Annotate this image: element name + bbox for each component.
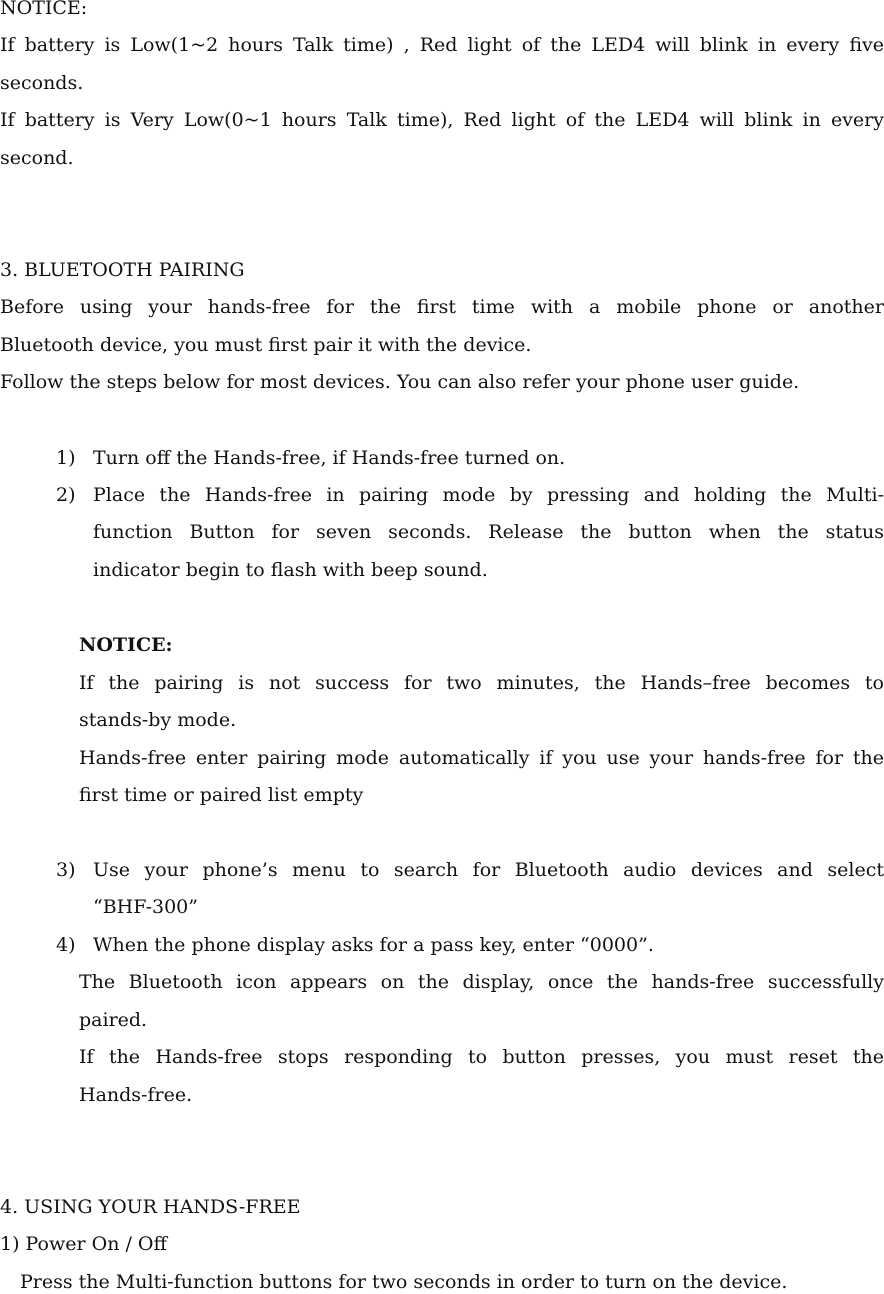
list-item-text: Use your phone’s menu to search for Bluetooth audio devices and select: [93, 859, 884, 881]
notice-text-line: If battery is Low(1~2 hours Talk time) , Red light of the LED4 will blink in every five: [0, 34, 884, 56]
list-item-text: “BHF-300”: [93, 896, 198, 918]
notice-text-line: first time or paired list empty: [79, 784, 364, 806]
list-number: 1): [56, 447, 76, 469]
list-item-text: The Bluetooth icon appears on the display, once the hands-free successfully: [79, 971, 884, 993]
paragraph-line: Follow the steps below for most devices. You can also refer your phone user guide.: [0, 371, 800, 393]
section-heading: 4. USING YOUR HANDS-FREE: [0, 1196, 301, 1218]
list-item-text: function Button for seven seconds. Release the button when the status: [93, 521, 884, 543]
list-number: 2): [56, 484, 76, 506]
notice-text-line: seconds.: [0, 72, 84, 94]
paragraph-line: Before using your hands-free for the first time with a mobile phone or another: [0, 296, 884, 318]
notice-text-line: stands-by mode.: [79, 709, 237, 731]
notice-text-line: second.: [0, 147, 74, 169]
list-item-text: Turn off the Hands-free, if Hands-free turned on.: [93, 447, 566, 469]
paragraph-line: Bluetooth device, you must first pair it with the device.: [0, 334, 532, 356]
list-item-text: If the Hands-free stops responding to button presses, you must reset the: [79, 1046, 884, 1068]
list-item-text: Place the Hands-free in pairing mode by pressing and holding the Multi-: [93, 484, 884, 506]
list-item-text: indicator begin to flash with beep sound.: [93, 559, 488, 581]
subsection-heading: 1) Power On / Off: [0, 1233, 167, 1255]
list-item-text: paired.: [79, 1009, 148, 1031]
section-heading: 3. BLUETOOTH PAIRING: [0, 259, 245, 281]
notice-text-line: Hands-free enter pairing mode automatically if you use your hands-free for the: [79, 747, 884, 769]
notice-heading: NOTICE:: [79, 634, 173, 656]
notice-text-line: If battery is Very Low(0~1 hours Talk time), Red light of the LED4 will blink in every: [0, 109, 884, 131]
notice-heading: NOTICE:: [0, 0, 88, 19]
list-number: 4): [56, 934, 76, 956]
list-item-text: Hands-free.: [79, 1084, 193, 1106]
list-item-text: When the phone display asks for a pass key, enter “0000”.: [93, 934, 654, 956]
notice-text-line: If the pairing is not success for two minutes, the Hands–free becomes to: [79, 672, 884, 694]
paragraph-line: Press the Multi-function buttons for two seconds in order to turn on the device.: [20, 1271, 788, 1293]
list-number: 3): [56, 859, 76, 881]
